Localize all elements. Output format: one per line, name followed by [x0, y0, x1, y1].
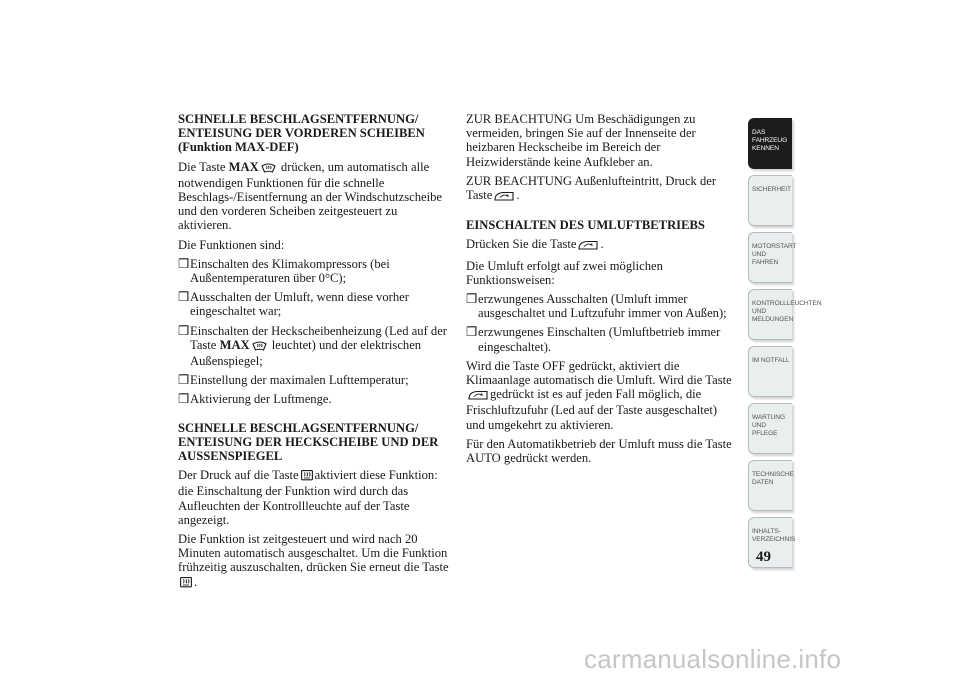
left-column: [178, 112, 450, 596]
list-item: ❒ erzwungenes Ausschalten (Umluft immer ausgeschaltet und Luftzufuhr immer von Außen);: [466, 292, 727, 321]
paragraph: Drücken Sie die Taste .: [466, 237, 738, 253]
paragraph: Die Funktionen sind:: [178, 237, 285, 252]
tab-technische-daten[interactable]: TECHNISCHE DATEN: [748, 460, 792, 511]
tab-inhaltsverzeichnis[interactable]: INHALTS- VERZEICHNIS: [748, 517, 792, 568]
checkbox-bullet-icon: ❒: [178, 290, 190, 305]
tab-das-fahrzeug-kennen[interactable]: DAS FAHRZEUG KENNEN: [748, 118, 792, 169]
checkbox-bullet-icon: ❒: [466, 325, 478, 340]
list-item: ❒ Einstellung der maximalen Lufttemperatur;: [178, 373, 409, 388]
watermark: carmanualsonline.info: [584, 644, 842, 674]
paragraph: Die Funktion ist zeitgesteuert und wird nach 20 Minuten automatisch ausgeschaltet. Um die Funktion frühzeitig auszuschalten, drücken Sie erneut die Taste.: [178, 532, 450, 591]
right-column: [466, 112, 738, 470]
air-recirculation-icon: [494, 190, 514, 204]
air-recirculation-icon: [578, 239, 598, 253]
checkbox-bullet-icon: ❒: [178, 392, 190, 407]
checkbox-bullet-icon: ❒: [178, 323, 190, 338]
paragraph: Für den Automatikbetrieb der Umluft muss die Taste AUTO gedrückt werden.: [466, 436, 732, 466]
rear-window-defrost-icon: [301, 470, 313, 484]
list-item: ❒ erzwungenes Einschalten (Umluftbetrieb immer eingeschaltet).: [466, 325, 721, 354]
air-recirculation-icon: [468, 389, 488, 403]
tab-im-notfall[interactable]: IM NOTFALL: [748, 346, 792, 397]
page-number: 49: [756, 549, 771, 565]
list-item: ❒ Einschalten der Heckscheibenheizung (Led auf der Taste MAX leuchtet) und der elektrischen Außenspiegel;: [178, 323, 448, 369]
list-item: ❒ Aktivierung der Luftmenge.: [178, 392, 332, 407]
paragraph: Die Taste MAX drücken, um automatisch alle notwendigen Funktionen für die schnelle Beschlags-/Eisentfernung an der Windschutzscheibe und den vorderen Scheiben zeitgesteuert zu aktivieren.: [178, 159, 442, 233]
list-item: ❒ Ausschalten der Umluft, wenn diese vorher eingeschaltet war;: [178, 290, 409, 319]
paragraph: Wird die Taste OFF gedrückt, aktiviert die Klimaanlage automatisch die Umluft. Wird die Tastegedrückt ist es auf jeden Fall möglich, die Frischluftzufuhr (Led auf der Taste ausgeschaltet) und umgekehrt zu aktivieren.: [466, 358, 732, 432]
windshield-defrost-icon: [252, 340, 267, 354]
paragraph: Der Druck auf die Taste aktiviert diese Funktion: die Einschaltung der Funktion wird durch das Aufleuchten der Kontrollleuchte auf der Taste angezeigt.: [178, 468, 438, 527]
heading-rear-defrost: SCHNELLE BESCHLAGSENTFERNUNG/ ENTEISUNG DER HECKSCHEIBE UND DER AUSSENSPIEGEL: [178, 420, 439, 464]
tab-wartung-und-pflege[interactable]: WARTUNG UND PFLEGE: [748, 403, 792, 454]
paragraph-note: ZUR BEACHTUNG Um Beschädigungen zu vermeiden, bringen Sie auf der Innenseite der heizbaren Heckscheibe im Bereich der Heizwiderstände keine Aufkleber an.: [466, 112, 696, 169]
checkbox-bullet-icon: ❒: [178, 256, 190, 271]
windshield-defrost-icon: [261, 162, 276, 176]
tab-sicherheit[interactable]: SICHERHEIT: [748, 175, 792, 226]
paragraph-note: ZUR BEACHTUNG Außenlufteintritt, Druck der Taste .: [466, 174, 738, 204]
heading-max-def: SCHNELLE BESCHLAGSENTFERNUNG/ ENTEISUNG DER VORDEREN SCHEIBEN (Funktion MAX-DEF): [178, 112, 425, 155]
chapter-tabs: [748, 118, 822, 574]
checkbox-bullet-icon: ❒: [466, 292, 478, 307]
tab-kontrollleuchten[interactable]: KONTROLLLEUCHTEN UND MELDUNGEN: [748, 289, 792, 340]
paragraph: Die Umluft erfolgt auf zwei möglichen Funktionsweisen:: [466, 258, 663, 287]
tab-motorstart-und-fahren[interactable]: MOTORSTART UND FAHREN: [748, 232, 792, 283]
heading-recirculation: EINSCHALTEN DES UMLUFTBETRIEBS: [466, 218, 705, 233]
list-item: ❒ Einschalten des Klimakompressors (bei Außentemperaturen über 0°C);: [178, 256, 390, 286]
rear-window-defrost-icon: [180, 577, 192, 591]
checkbox-bullet-icon: ❒: [178, 373, 190, 388]
